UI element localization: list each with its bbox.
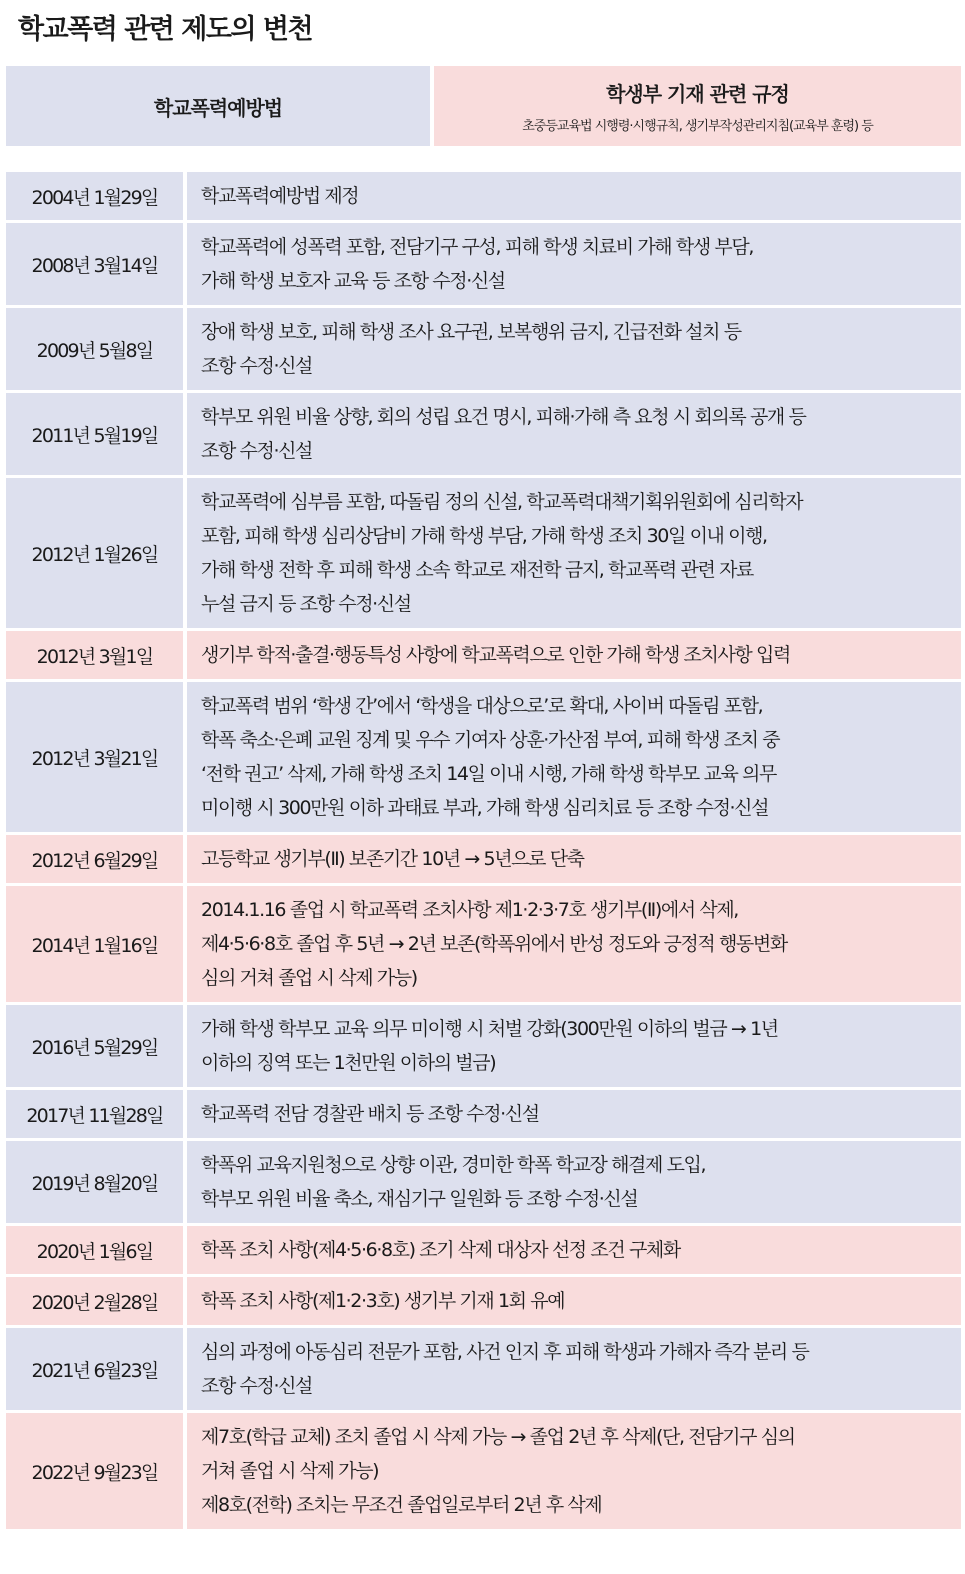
table-row — [6, 1413, 961, 1529]
description-line: 학폭 조치 사항(제1·2·3호) 생기부 기재 1회 유예 — [201, 1290, 565, 1312]
row-description — [187, 1328, 961, 1410]
description-line: 학부모 위원 비율 상향, 회의 성립 요건 명시, 피해·가해 측 요청 시 회의록 공개 등 — [201, 406, 806, 428]
description-line: ‘전학 권고’ 삭제, 가해 학생 조치 14일 이내 시행, 가해 학생 학부모 교육 의무 — [201, 763, 776, 785]
description-line: 조항 수정·신설 — [201, 1375, 313, 1397]
description-line: 심의 거쳐 졸업 시 삭제 가능) — [201, 967, 417, 989]
description-line: 이하의 징역 또는 1천만원 이하의 벌금) — [201, 1052, 496, 1074]
row-date: 2012년 6월29일 — [6, 835, 183, 883]
description-line: 고등학교 생기부(Ⅱ) 보존기간 10년 → 5년으로 단축 — [201, 848, 584, 870]
table-row — [6, 393, 961, 475]
timeline-table — [6, 172, 961, 1532]
row-date: 2008년 3월14일 — [6, 223, 183, 305]
description-line: 생기부 학적·출결·행동특성 사항에 학교폭력으로 인한 가해 학생 조치사항 입력 — [201, 644, 790, 666]
description-line: 제4·5·6·8호 졸업 후 5년 → 2년 보존(학폭위에서 반성 정도와 긍정적 행동변화 — [201, 933, 787, 955]
description-line: 가해 학생 전학 후 피해 학생 소속 학교로 재전학 금지, 학교폭력 관련 자료 — [201, 559, 753, 581]
table-row — [6, 172, 961, 220]
table-row — [6, 1141, 961, 1223]
description-line: 학교폭력예방법 제정 — [201, 185, 359, 207]
row-description — [187, 223, 961, 305]
legend-record-sublabel: 초중등교육법 시행령·시행규칙, 생기부작성관리지침(교육부 훈령) 등 — [522, 119, 873, 134]
table-row — [6, 1226, 961, 1274]
row-description — [187, 1090, 961, 1138]
description-line: 학교폭력 전담 경찰관 배치 등 조항 수정·신설 — [201, 1103, 539, 1125]
row-date: 2020년 1월6일 — [6, 1226, 183, 1274]
row-description — [187, 1005, 961, 1087]
row-description — [187, 835, 961, 883]
row-date: 2020년 2월28일 — [6, 1277, 183, 1325]
table-row — [6, 1277, 961, 1325]
description-line: 심의 과정에 아동심리 전문가 포함, 사건 인지 후 피해 학생과 가해자 즉각 분리 등 — [201, 1341, 809, 1363]
description-line: 제7호(학급 교체) 조치 졸업 시 삭제 가능 → 졸업 2년 후 삭제(단, 전담기구 심의 — [201, 1426, 795, 1448]
row-description — [187, 631, 961, 679]
row-date: 2021년 6월23일 — [6, 1328, 183, 1410]
description-line: 학폭 조치 사항(제4·5·6·8호) 조기 삭제 대상자 선정 조건 구체화 — [201, 1239, 680, 1261]
description-line: 학교폭력에 성폭력 포함, 전담기구 구성, 피해 학생 치료비 가해 학생 부담, — [201, 236, 753, 258]
description-line: 누설 금지 등 조항 수정·신설 — [201, 593, 411, 615]
description-line: 학교폭력에 심부름 포함, 따돌림 정의 신설, 학교폭력대책기획위원회에 심리학자 — [201, 491, 803, 513]
description-line: 제8호(전학) 조치는 무조건 졸업일로부터 2년 후 삭제 — [201, 1494, 602, 1516]
description-line: 조항 수정·신설 — [201, 355, 313, 377]
legend-record-label: 학생부 기재 관련 규정 — [606, 82, 789, 106]
row-date: 2009년 5월8일 — [6, 308, 183, 390]
row-description — [187, 1141, 961, 1223]
description-line: 미이행 시 300만원 이하 과태료 부과, 가해 학생 심리치료 등 조항 수정·신설 — [201, 797, 769, 819]
row-date: 2011년 5월19일 — [6, 393, 183, 475]
description-line: 포함, 피해 학생 심리상담비 가해 학생 부담, 가해 학생 조치 30일 이내 이행, — [201, 525, 767, 547]
legend-law-label: 학교폭력예방법 — [153, 95, 283, 120]
table-row — [6, 886, 961, 1002]
description-line: 조항 수정·신설 — [201, 440, 313, 462]
description-line: 학폭 축소·은폐 교원 징계 및 우수 기여자 상훈·가산점 부여, 피해 학생 조치 중 — [201, 729, 780, 751]
description-line: 학폭위 교육지원청으로 상향 이관, 경미한 학폭 학교장 해결제 도입, — [201, 1154, 706, 1176]
description-line: 2014.1.16 졸업 시 학교폭력 조치사항 제1·2·3·7호 생기부(Ⅱ)에서 삭제, — [201, 899, 738, 921]
table-row — [6, 631, 961, 679]
table-row — [6, 223, 961, 305]
row-date: 2004년 1월29일 — [6, 172, 183, 220]
table-row — [6, 478, 961, 628]
row-date: 2014년 1월16일 — [6, 886, 183, 1002]
legend-record — [434, 66, 961, 146]
row-date: 2012년 3월21일 — [6, 682, 183, 832]
row-date: 2016년 5월29일 — [6, 1005, 183, 1087]
table-row — [6, 1090, 961, 1138]
table-row — [6, 1005, 961, 1087]
legend-law — [6, 66, 430, 146]
row-date: 2017년 11월28일 — [6, 1090, 183, 1138]
row-date: 2012년 3월1일 — [6, 631, 183, 679]
row-description — [187, 172, 961, 220]
row-description — [187, 1413, 961, 1529]
row-description — [187, 393, 961, 475]
table-row — [6, 1328, 961, 1410]
row-date: 2019년 8월20일 — [6, 1141, 183, 1223]
description-line: 장애 학생 보호, 피해 학생 조사 요구권, 보복행위 금지, 긴급전화 설치 등 — [201, 321, 741, 343]
table-row — [6, 308, 961, 390]
row-description — [187, 478, 961, 628]
description-line: 가해 학생 보호자 교육 등 조항 수정·신설 — [201, 270, 505, 292]
page-title: 학교폭력 관련 제도의 변천 — [18, 14, 313, 45]
table-row — [6, 682, 961, 832]
row-description — [187, 308, 961, 390]
description-line: 학부모 위원 비율 축소, 재심기구 일원화 등 조항 수정·신설 — [201, 1188, 638, 1210]
row-description — [187, 1226, 961, 1274]
row-description — [187, 886, 961, 1002]
description-line: 학교폭력 범위 ‘학생 간’에서 ‘학생을 대상으로’로 확대, 사이버 따돌림 포함, — [201, 695, 763, 717]
row-date: 2022년 9월23일 — [6, 1413, 183, 1529]
legend — [6, 66, 961, 146]
description-line: 가해 학생 학부모 교육 의무 미이행 시 처벌 강화(300만원 이하의 벌금 → 1년 — [201, 1018, 778, 1040]
row-date: 2012년 1월26일 — [6, 478, 183, 628]
description-line: 거쳐 졸업 시 삭제 가능) — [201, 1460, 379, 1482]
table-row — [6, 835, 961, 883]
row-description — [187, 1277, 961, 1325]
row-description — [187, 682, 961, 832]
